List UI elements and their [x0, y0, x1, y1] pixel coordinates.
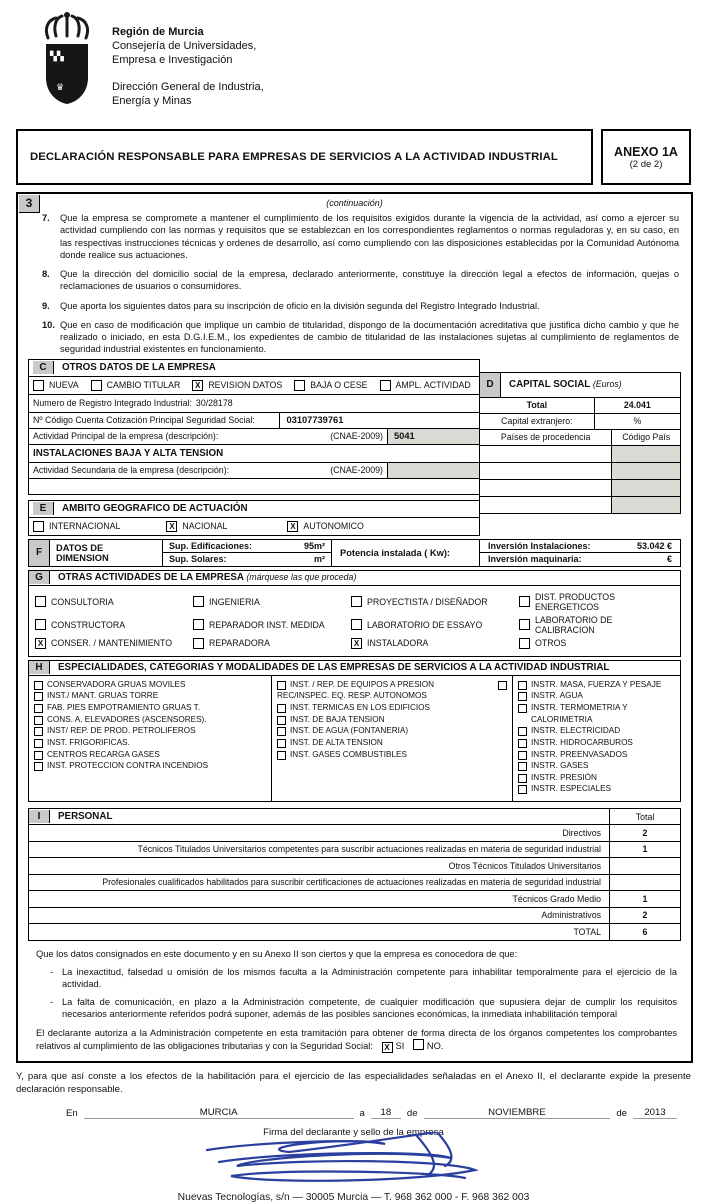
word-de1: de	[406, 1107, 418, 1119]
row-label: Directivos	[562, 827, 601, 838]
dash-mark: -	[50, 966, 54, 977]
numbered-item-9	[42, 300, 681, 312]
section-c-box	[28, 359, 480, 495]
item-number: 10.	[42, 319, 55, 330]
checkbox-otros-label: OTROS	[535, 638, 567, 649]
checkbox-dist-energeticos-label: DIST. PRODUCTOS ENERGETICOS	[535, 591, 615, 612]
datos-line2: DIMENSION	[56, 552, 109, 563]
total-label: Total	[480, 398, 595, 413]
declarations-intro: Que los datos consignados en este documento y en su Anexo II son ciertos y que la empresa es conocedora de que:	[36, 948, 518, 959]
sup-solares-row	[163, 553, 331, 566]
inversion-box	[480, 539, 681, 567]
h-item-label: CONS. A. ELEVADORES (ASCENSORES).	[47, 714, 207, 724]
inversion-maquinaria-value[interactable]: €	[666, 554, 672, 565]
item-text: Que la dirección del domicilio social de la empresa, declarado anteriormente, constituye la dirección legal a efectos de información, quejas o reclamaciones de usuarios o consumidores.	[60, 269, 679, 292]
extranjero-value[interactable]: %	[633, 416, 642, 427]
inversion-instalaciones-value[interactable]: 53.042 €	[636, 540, 672, 551]
registro-value[interactable]: 30/28178	[195, 398, 233, 409]
org-line1: Región de Murcia	[112, 26, 204, 38]
cnae-secundaria-value[interactable]	[387, 463, 479, 478]
section-c-letter: C	[33, 361, 54, 374]
continuation-label: (continuación)	[326, 198, 383, 208]
region-murcia-logo	[38, 12, 98, 113]
section-d-header	[480, 373, 680, 398]
total-column-header: Total	[609, 809, 680, 824]
section-d-title	[501, 379, 622, 390]
company-status-row	[29, 376, 479, 394]
row-value[interactable]: 2	[609, 908, 680, 924]
section-d-title-text: CAPITAL SOCIAL	[509, 379, 591, 391]
item-text: Que aporta los siguientes datos para su inscripción de oficio en la división segunda del Registro Integrado Industrial.	[60, 300, 540, 311]
org-name-block	[112, 12, 264, 67]
h-item-label: CONSERVADORA GRUAS MOVILES	[47, 679, 186, 689]
section-g-header	[29, 571, 680, 586]
section-i-letter: I	[29, 810, 50, 823]
checkbox-reparador-medida-label: REPARADOR INST. MEDIDA	[209, 619, 325, 630]
checkbox-gruas-moviles[interactable]	[34, 681, 43, 690]
checkbox-lab-essayo-label: LABORATORIO DE ESSAYO	[367, 619, 483, 630]
extranjero-label: Capital extranjero:	[480, 414, 595, 429]
row-label: TOTAL	[573, 926, 601, 937]
section-e-box	[28, 500, 480, 536]
row-value[interactable]: 2	[609, 825, 680, 841]
h-item-label: INST. FRIGORIFICAS.	[47, 737, 130, 747]
codigo-input-1[interactable]	[612, 446, 680, 462]
total-value[interactable]: 24.041	[623, 400, 651, 411]
annex-label: ANEXO 1A	[614, 144, 678, 159]
potencia-label: Potencia instalada ( Kw):	[340, 547, 451, 558]
h-item-label: INSTR. ELECTRICIDAD	[531, 726, 621, 736]
section-g-title-note: (márquese las que proceda)	[246, 572, 357, 583]
bullet-text: La falta de comunicación, en plazo a la Administración competente, de cualquier modificación que supusiera dejar de cumplir los requisitos necesarios anteriormente referidos podrá suponer, además de las posibles sanciones económicas, la inmediata inhabilitación temporal	[62, 996, 677, 1019]
authorization-paragraph	[36, 1027, 677, 1053]
row-label: Administrativos	[541, 910, 601, 921]
checkbox-constructora-label: CONSTRUCTORA	[51, 619, 126, 630]
annex-box	[601, 129, 691, 185]
checkbox-cambio-titular-label: CAMBIO TITULAR	[106, 380, 181, 391]
checkbox-lab-calibracion-label: LABORATORIO DE CALIBRACION	[535, 614, 613, 635]
h-item-label: INST. DE ALTA TENSION	[290, 737, 383, 747]
pais-row-3	[480, 480, 680, 497]
numbered-item-10	[42, 319, 681, 356]
row-label: Técnicos Grado Medio	[512, 893, 601, 904]
inversion-maquinaria-row	[480, 553, 680, 566]
bullet-text: La inexactitud, falsedad u omisión de los mismos faculta a la Administración competente para inhabilitar temporalmente para el ejercicio de la actividad.	[62, 966, 677, 989]
word-a: a	[359, 1107, 365, 1119]
checkbox-instr-presion[interactable]	[518, 774, 527, 783]
checkbox-termicas-edificios[interactable]	[277, 704, 286, 713]
h-item-label: INSTR. GASES	[531, 761, 589, 771]
h-item-label: FAB. PIES EMPOTRAMIENTO GRUAS T.	[47, 702, 201, 712]
section-g-box	[28, 570, 681, 657]
section-d-title-note: (Euros)	[592, 379, 622, 390]
h-item-label: CENTROS RECARGA GASES	[47, 749, 160, 759]
annex-sublabel: (2 de 2)	[629, 158, 663, 170]
checkbox-instr-hidrocarburos[interactable]	[518, 739, 527, 748]
checkbox-nacional[interactable]: X	[166, 521, 177, 532]
pais-input-3[interactable]	[480, 480, 612, 496]
checkbox-instaladora[interactable]: X	[351, 638, 362, 649]
checkbox-reparadora-label: REPARADORA	[209, 638, 270, 649]
svg-text:♛: ♛	[56, 83, 65, 93]
item-number: 8.	[42, 269, 50, 280]
checkbox-baja-tension[interactable]	[277, 716, 286, 725]
checkbox-proyectista[interactable]	[351, 596, 362, 607]
day-field[interactable]: 18	[371, 1107, 401, 1119]
cnae-label-secundaria: (CNAE-2009)	[330, 465, 383, 476]
h-column-1	[29, 676, 272, 801]
row-value: 6	[609, 924, 680, 940]
section3-box	[16, 192, 693, 1063]
checkbox-baja-cese[interactable]	[294, 380, 305, 391]
numbered-item-7	[42, 212, 681, 261]
item-number: 7.	[42, 213, 50, 223]
checkbox-instr-termometria[interactable]	[518, 704, 527, 713]
row-value[interactable]	[609, 875, 680, 891]
org-line3: Empresa e Investigación	[112, 53, 233, 66]
h-column-2	[272, 676, 513, 801]
personal-row-profesionales	[29, 875, 680, 892]
cnae-label-principal: (CNAE-2009)	[330, 431, 383, 442]
section-f-row	[28, 539, 681, 567]
inversion-instalaciones-row	[480, 540, 680, 554]
potencia-cell	[332, 540, 479, 566]
paises-header-row	[480, 430, 680, 446]
form-title: DECLARACIÓN RESPONSABLE PARA EMPRESAS DE SERVICIOS A LA ACTIVIDAD INDUSTRIAL	[30, 151, 558, 163]
bullet-falta-comunicacion	[50, 996, 677, 1020]
row-label: Otros Técnicos Titulados Universitarios	[448, 860, 601, 871]
checkbox-nacional-label: NACIONAL	[182, 521, 228, 532]
dash-mark: -	[50, 996, 54, 1007]
checkbox-internacional[interactable]	[33, 521, 44, 532]
closing-paragraph: Y, para que así conste a los efectos de la habilitación para el ejercicio de las especialidades señaladas en el Anexo II, el declarante expide la presente declaración responsable.	[16, 1071, 691, 1095]
actividad-principal-label: Actividad Principal de la empresa (descripción):	[33, 431, 219, 442]
row-label: Técnicos Titulados Universitarios competentes para suscribir actuaciones realizadas en materia de seguridad industrial	[137, 844, 601, 855]
section-e-header	[29, 501, 479, 517]
checkbox-alta-tension[interactable]	[277, 739, 286, 748]
codigo-input-3[interactable]	[612, 480, 680, 496]
instalaciones-row	[29, 444, 479, 462]
checkbox-equipos-presion[interactable]	[277, 681, 286, 690]
pais-input-2[interactable]	[480, 463, 612, 479]
datos-dimension-label	[50, 540, 163, 566]
pais-row-1	[480, 446, 680, 463]
section-e-title: AMBITO GEOGRAFICO DE ACTUACIÓN	[62, 503, 248, 515]
checkbox-constructora[interactable]	[35, 619, 46, 630]
actividad-principal-row	[29, 428, 479, 444]
checkbox-consultoria-label: CONSULTORIA	[51, 596, 114, 607]
svg-text:▚▚: ▚▚	[50, 52, 64, 62]
section3-number: 3	[19, 195, 40, 213]
checkbox-instr-agua[interactable]	[518, 692, 527, 701]
g-row-1	[35, 592, 674, 612]
section-c-title: OTROS DATOS DE LA EMPRESA	[62, 362, 216, 374]
cuenta-row	[29, 412, 479, 428]
h-column-3	[513, 676, 680, 801]
title-row	[16, 129, 691, 185]
h-item-label: INST/ REP. DE PROD. PETROLIFEROS	[47, 726, 196, 736]
signature-caption: Firma del declarante y sello de la empresa	[263, 1126, 444, 1138]
paises-label: Países de procedencia	[480, 430, 612, 445]
checkbox-proyectista-label: PROYECTISTA / DISEÑADOR	[367, 596, 488, 607]
section-g-letter: G	[29, 571, 50, 584]
h-item-label: INSTR. PREENVASADOS	[531, 749, 628, 759]
checkbox-internacional-label: INTERNACIONAL	[49, 521, 121, 532]
checkbox-revision-datos[interactable]: X	[192, 380, 203, 391]
numbered-item-8	[42, 268, 681, 293]
section-d-letter: D	[480, 373, 501, 397]
codigo-input-2[interactable]	[612, 463, 680, 479]
pais-row-2	[480, 463, 680, 480]
checkbox-dist-energeticos[interactable]	[519, 596, 530, 607]
cnae-principal-value[interactable]: 5041	[387, 429, 479, 444]
codigo-pais-label: Código País	[622, 432, 671, 443]
cuenta-value[interactable]: 03107739761	[279, 413, 479, 428]
checkbox-consultoria[interactable]	[35, 596, 46, 607]
ambito-row	[29, 517, 479, 535]
checkbox-si-label: SI	[395, 1041, 405, 1052]
section-h-title: ESPECIALIDADES, CATEGORIAS Y MODALIDADES DE LAS EMPRESAS DE SERVICIOS A LA ACTIVIDAD INDUSTRIAL	[58, 662, 610, 674]
year-field[interactable]: 2013	[633, 1107, 677, 1119]
checkbox-petroliferos[interactable]	[34, 727, 43, 736]
section-h-columns	[29, 676, 680, 801]
checkbox-proteccion-incendios[interactable]	[34, 762, 43, 771]
city-field[interactable]: MURCIA	[84, 1107, 354, 1119]
checkbox-frigorificas[interactable]	[34, 739, 43, 748]
pais-input-1[interactable]	[480, 446, 612, 462]
section-c-header	[29, 360, 479, 376]
checkbox-si[interactable]: X	[382, 1042, 393, 1053]
inversion-instalaciones-label: Inversión Instalaciones:	[488, 540, 591, 551]
h-item-label: INST. DE AGUA (FONTANERIA)	[290, 726, 409, 736]
empty-row	[29, 478, 479, 494]
checkbox-instr-especiales[interactable]	[518, 785, 527, 794]
checkbox-revision-datos-label: REVISION DATOS	[208, 380, 283, 391]
h-item-label: INST./ MANT. GRUAS TORRE	[47, 691, 159, 701]
item-text: Que en caso de modificación que implique un cambio de titularidad, dispongo de la documentación acreditativa que justifica dicho cambio y que he realizado o iniciado, en esta D.G.I.E.M., los expedientes de cambio de titularidad de las instalaciones sujetas al cumplimiento de reglamentos de seguridad industrial existentes en funcionamiento.	[60, 319, 679, 355]
signature	[189, 1132, 519, 1190]
section-i-box	[28, 808, 681, 941]
h-item-label: INSTR. MASA, FUERZA Y PESAJE	[531, 679, 662, 689]
form-title-box	[16, 129, 593, 185]
capital-extranjero-row	[480, 414, 680, 430]
section-i-header	[29, 809, 680, 825]
section-h-letter: H	[29, 661, 50, 674]
sup-solares-label: Sup. Solares:	[169, 554, 227, 565]
actividad-secundaria-row	[29, 462, 479, 478]
org-line2: Consejería de Universidades,	[112, 39, 257, 52]
personal-row-otros-tecnicos	[29, 858, 680, 875]
capital-total-row	[480, 398, 680, 414]
personal-row-tecnicos-titulados	[29, 842, 680, 859]
pais-row-4	[480, 497, 680, 513]
checkbox-elevadores[interactable]	[34, 716, 43, 725]
checkbox-cambio-titular[interactable]	[91, 380, 102, 391]
section-f-letter: F	[29, 540, 50, 566]
section-g-body	[29, 586, 680, 656]
word-de2: de	[616, 1107, 627, 1119]
sup-edificaciones-row	[163, 540, 331, 554]
item-text: Que la empresa se compromete a mantener el cumplimiento de los requisitos exigidos durante la vigencia de la actividad, así como a ejercer su actividad cumpliendo con las normas y requisitos que se establezcan en los correspondientes reglamentos o normas reguladoras y, en su caso, en las respectivas instrucciones técnicas y ordenes de desarrollo, así como cumpliendo con las disposiciones establecidas por la Comunidad Autónoma donde realice sus actuaciones.	[60, 213, 679, 260]
superficies-cell	[163, 540, 332, 566]
checkbox-agua-fontaneria[interactable]	[277, 727, 286, 736]
personal-row-administrativos	[29, 908, 680, 925]
codigo-input-4[interactable]	[612, 497, 680, 513]
checkbox-ingenieria[interactable]	[193, 596, 204, 607]
checkbox-pies-empotramiento[interactable]	[34, 704, 43, 713]
h-item-label: INST. TERMICAS EN LOS EDIFICIOS	[290, 702, 430, 712]
date-line	[60, 1107, 677, 1119]
dept-line2: Energía y Minas	[112, 95, 192, 107]
registro-row	[29, 394, 479, 412]
row-value[interactable]: 1	[609, 842, 680, 858]
datos-line1: DATOS DE	[56, 542, 104, 553]
h-item-label: INSTR. HIDROCARBUROS	[531, 737, 633, 747]
checkbox-recarga-gases[interactable]	[34, 751, 43, 760]
checkbox-instr-gases[interactable]	[518, 762, 527, 771]
actividad-secundaria-label: Actividad Secundaria de la empresa (descripción):	[33, 465, 230, 476]
footer-address: Nuevas Tecnologías, s/n — 30005 Murcia — T. 968 362 000 - F. 968 362 003	[177, 1191, 530, 1203]
section-h-header	[29, 661, 680, 676]
checkbox-lab-calibracion[interactable]	[519, 619, 530, 630]
section-d-box	[479, 372, 681, 514]
section-h-box	[28, 660, 681, 802]
dept-line1: Dirección General de Industria,	[112, 81, 264, 94]
checkbox-baja-cese-label: BAJA O CESE	[310, 380, 368, 391]
section-f-box	[28, 539, 480, 567]
sup-solares-value[interactable]: m²	[314, 554, 325, 565]
h-item-continuation: REC/INSPEC. EQ. RESP. AUTONOMOS	[277, 691, 427, 701]
g-row-3	[35, 638, 674, 649]
g-row-2	[35, 615, 674, 635]
personal-row-total	[29, 924, 680, 940]
checkbox-no[interactable]	[413, 1039, 424, 1050]
checkbox-equipos-presion-2[interactable]	[498, 681, 507, 690]
sup-edificaciones-value[interactable]: 95m²	[303, 540, 325, 551]
h-item-label: INST. GASES COMBUSTIBLES	[290, 749, 407, 759]
cuenta-label: Nº Código Cuenta Cotización Principal Seguridad Social:	[33, 415, 255, 426]
checkbox-autonomico[interactable]: X	[287, 521, 298, 532]
checkbox-no-label: NO.	[426, 1041, 444, 1052]
section-g-title-text: OTRAS ACTIVIDADES DE LA EMPRESA	[58, 572, 244, 584]
instalaciones-text: INSTALACIONES BAJA Y ALTA TENSION	[33, 447, 224, 459]
bullet-inexactitud	[50, 966, 677, 990]
h-item-label: INSTR. ESPECIALES	[531, 784, 612, 794]
checkbox-instaladora-label: INSTALADORA	[367, 638, 429, 649]
declarations-block	[36, 948, 677, 1053]
checkbox-ampl-actividad[interactable]	[380, 380, 391, 391]
checkbox-otros[interactable]	[519, 638, 530, 649]
checkbox-conser-mantenimiento-label: CONSER. / MANTENIMIENTO	[51, 638, 173, 649]
h-item-label: INST. / REP. DE EQUIPOS A PRESION	[290, 679, 435, 689]
letterhead	[0, 0, 707, 113]
item-number: 9.	[42, 300, 50, 311]
row-value[interactable]	[609, 858, 680, 874]
registro-label: Numero de Registro Integrado Industrial:	[33, 398, 192, 409]
section-g-title	[50, 572, 356, 583]
h-item-label: INSTR. TERMOMETRIA Y CALORIMETRIA	[531, 702, 628, 724]
checkbox-nueva[interactable]	[33, 380, 44, 391]
checkbox-reparador-medida[interactable]	[193, 619, 204, 630]
checkbox-conser-mantenimiento[interactable]: X	[35, 638, 46, 649]
month-field[interactable]: NOVIEMBRE	[424, 1107, 611, 1119]
checkbox-instr-electricidad[interactable]	[518, 727, 527, 736]
sup-edificaciones-label: Sup. Edificaciones:	[169, 540, 253, 551]
row-label: Profesionales cualificados habilitados para suscribir certificaciones de actuaciones realizadas en materia de seguridad industrial	[102, 877, 601, 888]
h-item-label: INST. DE BAJA TENSION	[290, 714, 385, 724]
checkbox-gases-combustibles[interactable]	[277, 751, 286, 760]
section-i-title: PERSONAL	[58, 811, 113, 823]
personal-row-grado-medio	[29, 891, 680, 908]
row-value[interactable]: 1	[609, 891, 680, 907]
authorization-text: El declarante autoriza a la Administración competente en esta tramitación para obtener de forma directa de los órganos competentes los comprobantes relativos al cumplimiento de las obligaciones tributarias y con la Seguridad Social:	[36, 1027, 677, 1052]
h-item-label: INSTR. PRESIÓN	[531, 772, 597, 782]
section-e-letter: E	[33, 502, 54, 515]
crown-shield-icon	[38, 12, 96, 108]
h-item-label: INSTR. AGUA	[531, 691, 583, 701]
checkbox-instr-preenvasados[interactable]	[518, 751, 527, 760]
checkbox-gruas-torre[interactable]	[34, 692, 43, 701]
checkbox-ampl-actividad-label: AMPL. ACTIVIDAD	[395, 380, 471, 391]
dept-block	[112, 81, 264, 109]
personal-row-directivos	[29, 825, 680, 842]
checkbox-nueva-label: NUEVA	[49, 380, 79, 391]
checkbox-autonomico-label: AUTONOMICO	[303, 521, 364, 532]
checkbox-lab-essayo[interactable]	[351, 619, 362, 630]
inversion-maquinaria-label: Inversión maquinaria:	[488, 554, 582, 565]
checkbox-reparadora[interactable]	[193, 638, 204, 649]
checkbox-instr-masa[interactable]	[518, 681, 527, 690]
pais-input-4[interactable]	[480, 497, 612, 513]
checkbox-ingenieria-label: INGENIERIA	[209, 596, 260, 607]
h-item-label: INST. PROTECCION CONTRA INCENDIOS	[47, 761, 209, 771]
word-en: En	[66, 1107, 78, 1119]
